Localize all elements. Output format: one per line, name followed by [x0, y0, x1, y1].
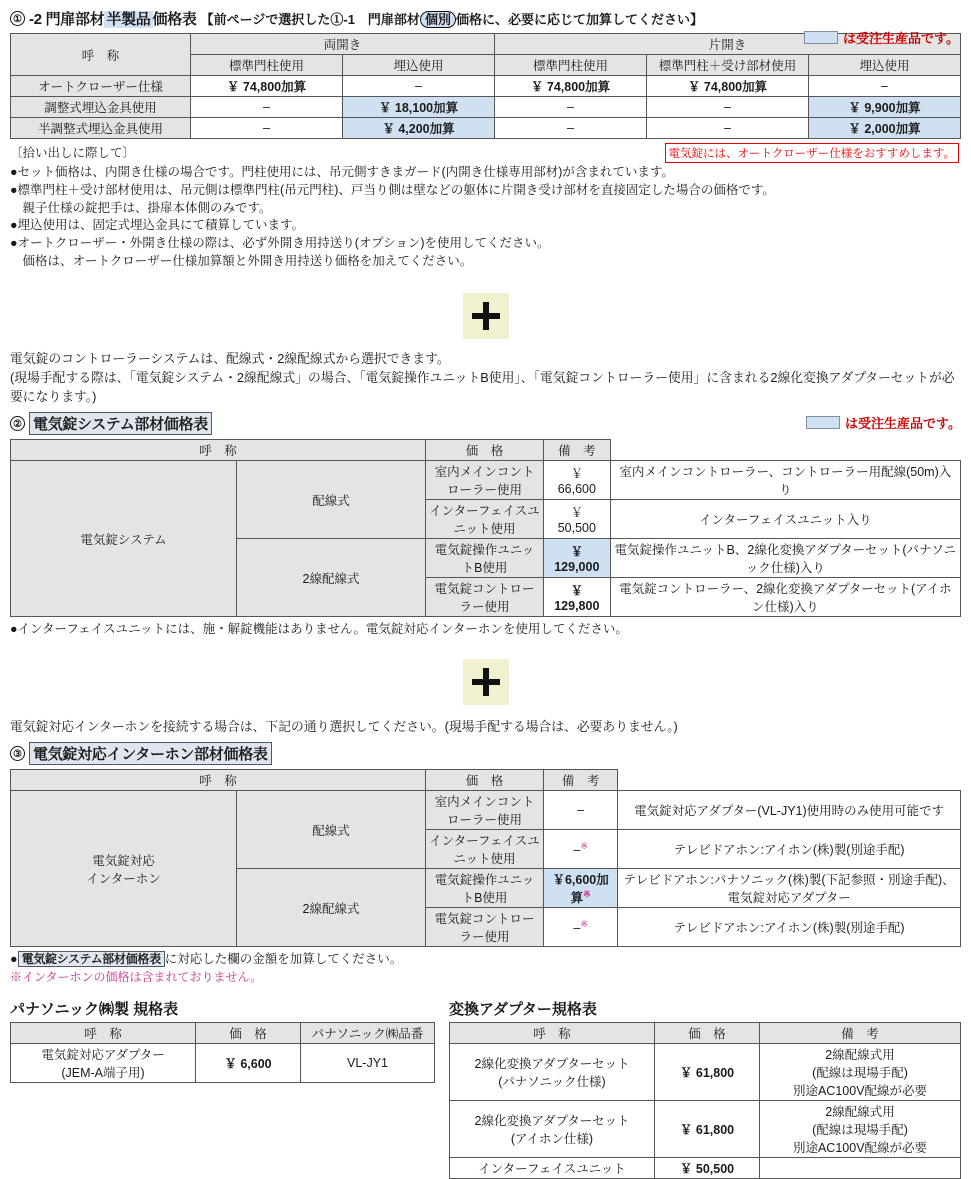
header-remark: 備 考: [544, 440, 611, 461]
note-item: 親子仕様の錠把手は、掛扉本体側のみです。: [10, 200, 272, 215]
cell-price: ￥ 129,000: [544, 539, 611, 578]
table-electric-lock-system: [10, 439, 961, 617]
row-label: 電気錠操作ユニットB使用: [426, 539, 544, 578]
note-item: ●インターフェイスユニットには、施・解錠機能はありません。電気錠対応インターホンを使用してください。: [10, 622, 628, 637]
row-subgroup-label: 配線式: [236, 461, 425, 539]
cell-value: –: [647, 97, 809, 118]
table5-title: 変換アダプター規格表: [449, 1000, 597, 1018]
row-label: インターフェイスユニット使用: [426, 500, 544, 539]
price-asterisk: ※: [583, 888, 591, 899]
cell-remark: [760, 1157, 961, 1178]
row-label: 調整式埋込金具使用: [11, 97, 191, 118]
order-badge-2: [806, 413, 961, 432]
note-item: ●オートクローザー・外開き仕様の際は、必ず外開き用持送り(オプション)を使用してください。: [10, 236, 550, 250]
order-badge-1: [804, 28, 959, 47]
header-col3: 標準門柱使用: [495, 55, 647, 76]
order-badge-swatch-icon: [804, 31, 838, 44]
note-item: ● 電気錠システム部材価格表 に対応した欄の金額を加算してください。: [10, 952, 403, 966]
cell-price: –※: [544, 830, 618, 869]
table-row: [11, 1043, 435, 1082]
order-badge-text: は受注生産品です。: [843, 31, 959, 46]
header-name: 呼 称: [11, 770, 426, 791]
note-item: 価格は、オートクローザー仕様加算額と外開き用持送り価格を加えてください。: [10, 253, 473, 268]
mid-text-2: 電気錠対応インターホンを接続する場合は、下記の通り選択してください。(現場手配する場合は、必要ありません。): [10, 718, 678, 734]
row-label: オートクローザー仕様: [11, 76, 191, 97]
cell-remark: テレビドアホン:パナソニック(株)製(下記参照・別途手配)、電気錠対応アダプター: [618, 869, 961, 908]
header-double: 両開き: [191, 34, 495, 55]
cell-value: ￥ 74,800加算: [647, 76, 809, 97]
note-item-red: ※インターホンの価格は含まれておりません。: [10, 969, 263, 984]
cell-value: –: [495, 97, 647, 118]
section1-title: -2 門扉部材 半製品 価格表: [29, 11, 197, 28]
cell-price: ￥ 66,600: [544, 461, 611, 500]
section3-number: ③: [10, 746, 25, 761]
table-row-header: [11, 440, 961, 461]
price-asterisk: ※: [580, 840, 588, 851]
plus-separator-1: [10, 293, 961, 339]
note-item: ●標準門柱＋受け部材使用は、吊元側は標準門柱(吊元門柱)、戸当り側は壁などの躯体に片開き受け部材を直接固定した場合の価格です。: [10, 182, 775, 197]
cell-price: ￥6,600加算※: [544, 869, 618, 908]
cell-remark: 電気錠操作ユニットB、2線化変換アダプターセット(パナソニック仕様)入り: [610, 539, 960, 578]
table-row-header: [11, 770, 961, 791]
table-row: [450, 1157, 961, 1178]
section2-title: 電気錠システム部材価格表: [29, 412, 212, 435]
header-model: パナソニック㈱品番: [301, 1022, 435, 1043]
cell-value: –: [495, 118, 647, 139]
cell-price: ￥ 61,800: [655, 1100, 760, 1157]
plus-icon: [463, 659, 509, 705]
table-row-header: [11, 1022, 435, 1043]
section1-heading: [10, 8, 961, 29]
cell-price: –※: [544, 908, 618, 947]
row-subgroup-label: 2線配線式: [236, 539, 425, 617]
section1-number: ①: [10, 11, 25, 26]
note-item: ●セット価格は、内開き仕様の場合です。門柱使用には、吊元側すきまガード(内開き仕様専用部材)が含まれています。: [10, 165, 674, 179]
header-name: 呼 称: [450, 1022, 655, 1043]
header-name: 呼 称: [11, 34, 191, 76]
order-badge-text: は受注生産品です。: [845, 416, 961, 432]
header-price: 価 格: [655, 1022, 760, 1043]
table-row: [11, 76, 961, 97]
table-panasonic-spec: [10, 1022, 435, 1083]
cell-value: ￥ 4,200加算: [343, 118, 495, 139]
cell-value: ￥ 74,800加算: [191, 76, 343, 97]
row-label: インターフェイスユニット使用: [426, 830, 544, 869]
row-subgroup-label: 2線配線式: [236, 869, 425, 947]
row-label: 電気錠操作ユニットB使用: [426, 869, 544, 908]
table-row: [11, 461, 961, 500]
section1-note-highlight: 個別: [420, 11, 456, 28]
row-subgroup-label: 配線式: [236, 791, 425, 869]
cell-value: ￥ 2,000加算: [809, 118, 961, 139]
cell-price: ￥ 61,800: [655, 1043, 760, 1100]
cell-value: –: [343, 76, 495, 97]
cell-value: –: [191, 97, 343, 118]
table-row: [450, 1100, 961, 1157]
section3-notes: [10, 951, 961, 986]
header-col5: 埋込使用: [809, 55, 961, 76]
header-price: 価 格: [426, 770, 544, 791]
order-badge-swatch-icon: [806, 416, 840, 429]
row-label: 電気錠コントローラー使用: [426, 578, 544, 617]
adapter-spec-block: [449, 998, 961, 1179]
header-remark: 備 考: [544, 770, 618, 791]
cell-remark: 電気錠対応アダプター(VL-JY1)使用時のみ使用可能です: [618, 791, 961, 830]
table-row: [11, 118, 961, 139]
row-label: 2線化変換アダプターセット (パナソニック仕様): [450, 1043, 655, 1100]
cell-price: ￥ 129,800: [544, 578, 611, 617]
header-col4: 標準門柱＋受け部材使用: [647, 55, 809, 76]
mid-text-1: [10, 349, 961, 407]
section3-heading: [10, 742, 961, 765]
table-row-header: [450, 1022, 961, 1043]
section1-note: 【前ページで選択した①-1 門扉部材 個別 価格に、必要に応じて加算してください】: [200, 12, 703, 27]
row-label: 半調整式埋込金具使用: [11, 118, 191, 139]
header-name: 呼 称: [11, 1022, 196, 1043]
table-adapter-spec: [449, 1022, 961, 1179]
row-group-label: 電気錠対応 インターホン: [11, 791, 237, 947]
section2-number: ②: [10, 416, 25, 431]
cell-remark: 2線配線式用 (配線は現場手配) 別途AC100V配線が必要: [760, 1043, 961, 1100]
cell-remark: テレビドアホン:アイホン(株)製(別途手配): [618, 908, 961, 947]
cell-value: ￥ 74,800加算: [495, 76, 647, 97]
bottom-tables: [10, 998, 961, 1179]
table-row: [11, 791, 961, 830]
header-col2: 埋込使用: [343, 55, 495, 76]
cell-value: –: [647, 118, 809, 139]
row-label: 室内メインコントローラー使用: [426, 461, 544, 500]
header-remark: 備 考: [760, 1022, 961, 1043]
note-item: ●埋込使用は、固定式埋込金具にて積算しています。: [10, 218, 305, 233]
cell-model: VL-JY1: [301, 1043, 435, 1082]
note-box-ref: 電気錠システム部材価格表: [18, 951, 165, 967]
cell-remark: テレビドアホン:アイホン(株)製(別途手配): [618, 830, 961, 869]
header-price: 価 格: [426, 440, 544, 461]
cell-price: ￥ 50,500: [655, 1157, 760, 1178]
row-label: 電気錠対応アダプター (JEM-A端子用): [11, 1043, 196, 1082]
row-label: 2線化変換アダプターセット (アイホン仕様): [450, 1100, 655, 1157]
cell-value: ￥ 18,100加算: [343, 97, 495, 118]
mid-text-line2: (現場手配する際は、「電気錠システム・2線配線式」の場合、「電気錠操作ユニットB使用」、「電気錠コントローラー使用」に含まれる2線化変換アダプターセットが必要になります。): [10, 369, 955, 404]
mid-text-line1: 電気錠のコントローラーシステムは、配線式・2線配線式から選択できます。: [10, 350, 450, 366]
panasonic-spec-block: [10, 998, 435, 1179]
cell-price: ￥ 50,500: [544, 500, 611, 539]
row-label: 電気錠コントローラー使用: [426, 908, 544, 947]
cell-remark: 室内メインコントローラー、コントローラー用配線(50m)入り: [610, 461, 960, 500]
section2-heading: [10, 412, 961, 435]
cell-value: –: [809, 76, 961, 97]
price-asterisk: ※: [580, 918, 588, 929]
cell-remark: 2線配線式用 (配線は現場手配) 別途AC100V配線が必要: [760, 1100, 961, 1157]
section2-note: [10, 621, 961, 639]
cell-price: –: [544, 791, 618, 830]
cell-remark: インターフェイスユニット入り: [610, 500, 960, 539]
table-intercom-parts: [10, 769, 961, 947]
table-row: [450, 1043, 961, 1100]
header-col1: 標準門柱使用: [191, 55, 343, 76]
header-price: 価 格: [196, 1022, 301, 1043]
row-label: 室内メインコントローラー使用: [426, 791, 544, 830]
cell-remark: 電気錠コントローラー、2線化変換アダプターセット(アイホン仕様)入り: [610, 578, 960, 617]
table-gate-parts: [10, 33, 961, 139]
header-single: 片開き: [495, 34, 961, 55]
section1-notes: [10, 164, 961, 271]
section1-title-highlight: 半製品: [106, 11, 151, 28]
section3-title: 電気錠対応インターホン部材価格表: [29, 742, 272, 765]
row-group-label: 電気錠システム: [11, 461, 237, 617]
plus-separator-2: [10, 659, 961, 705]
cell-value: ￥ 9,900加算: [809, 97, 961, 118]
pickup-title: 〔拾い出しに際して〕: [10, 146, 136, 160]
cell-value: –: [191, 118, 343, 139]
cell-price: ￥ 6,600: [196, 1043, 301, 1082]
plus-icon: [463, 293, 509, 339]
header-name: 呼 称: [11, 440, 426, 461]
table4-title: パナソニック㈱製 規格表: [10, 1000, 179, 1018]
table-row: [11, 97, 961, 118]
row-label: インターフェイスユニット: [450, 1157, 655, 1178]
red-note-auto-closer: 電気錠には、オートクローザー仕様をおすすめします。: [665, 143, 959, 163]
